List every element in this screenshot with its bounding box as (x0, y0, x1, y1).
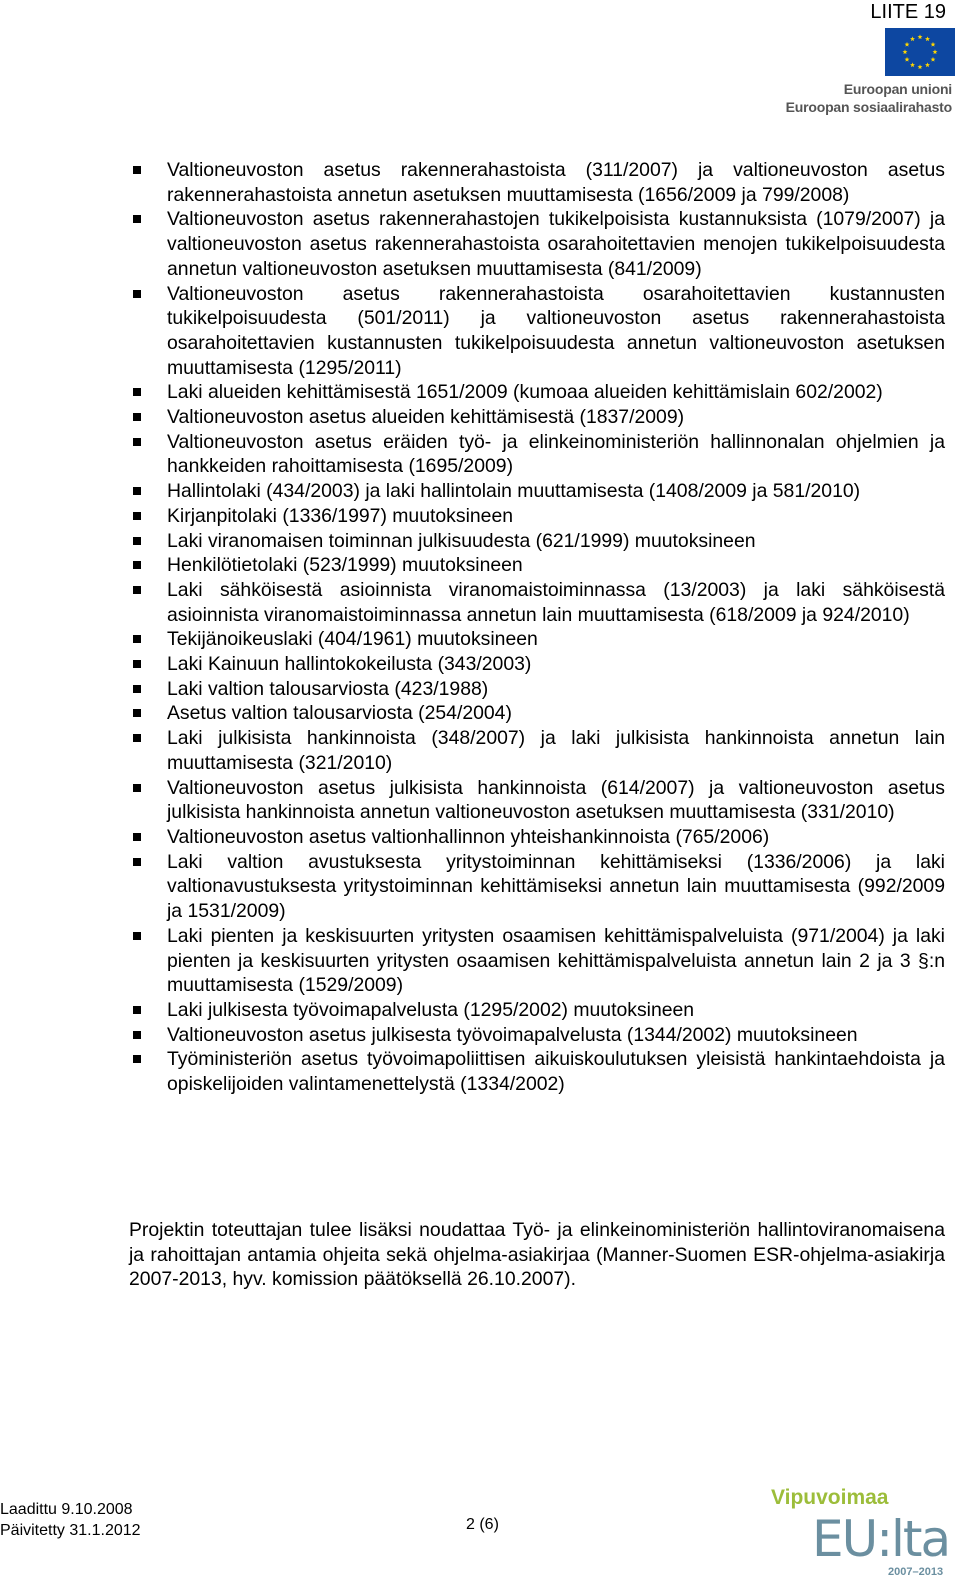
bullet-icon (133, 413, 141, 421)
eu-star (910, 62, 915, 67)
bullet-icon (133, 388, 141, 396)
list-item-text: Asetus valtion talousarviosta (254/2004) (167, 702, 512, 725)
body-paragraph: Projektin toteuttajan tulee lisäksi noudattaa Työ- ja elinkeinoministeriön hallintoviranomaisena ja rahoittajan antamia ohjeita sekä ohjelma-asiakirjaa (Manner-Suomen ESR-ohjelma-asiakirja 2007-2013, hyv. komission päätöksellä 26.10.2007). (129, 1219, 945, 1291)
bullet-icon (133, 1031, 141, 1039)
bullet-icon (133, 537, 141, 545)
bullet-icon (133, 438, 141, 446)
bullet-icon (133, 833, 141, 841)
eu-star (903, 49, 908, 54)
vipu-title: Vipuvoimaa (771, 1486, 889, 1509)
list-item-text: Valtioneuvoston asetus valtionhallinnon yhteishankinnoista (765/2006) (167, 825, 770, 848)
list-item-text: Valtioneuvoston asetus alueiden kehittämisestä (1837/2009) (167, 406, 685, 429)
bullet-icon (133, 660, 141, 668)
list-item-text: Tekijänoikeuslaki (404/1961) muutoksineen (167, 628, 538, 651)
list-item-text: Laki sähköisestä asioinnista viranomaistoiminnassa (13/2003) ja laki sähköisestä asioinnista viranomaistoiminnassa annetun lain muuttamisesta (618/2009 ja 924/2010) (167, 578, 945, 626)
law-list (129, 158, 945, 1097)
list-item (129, 850, 945, 924)
list-item-text: Laki valtion avustuksesta yritystoiminnan kehittämiseksi (1336/2006) ja laki valtionavustuksesta yritystoiminnan kehittämiseksi annetun lain muuttamisesta (992/2009 ja 1531/2009) (167, 850, 945, 923)
list-item (129, 998, 945, 1023)
list-item-text: Kirjanpitolaki (1336/1997) muutoksineen (167, 504, 514, 527)
eu-star (933, 49, 938, 54)
list-item (129, 479, 945, 504)
eu-star (905, 42, 910, 47)
eu-stars (885, 28, 955, 76)
eu-logo (785, 28, 954, 118)
list-item-text: Laki pienten ja keskisuurten yritysten osaamisen kehittämispalveluista (971/2004) ja laki pienten ja keskisuurten yritysten osaamisen kehittämispalveluista annetun lain 2 ja 3 §:n muuttamisesta (1529/2009) (167, 924, 945, 997)
eu-star (905, 57, 910, 62)
bullet-icon (133, 166, 141, 174)
bullet-icon (133, 858, 141, 866)
list-item-text: Laki alueiden kehittämisestä 1651/2009 (kumoaa alueiden kehittämislain 602/2002) (167, 381, 883, 404)
eu-star (931, 42, 936, 47)
list-item-text: Valtioneuvoston asetus julkisesta työvoimapalvelusta (1344/2002) muutoksineen (167, 1023, 858, 1046)
bullet-icon (133, 215, 141, 223)
list-item-text: Laki viranomaisen toiminnan julkisuudesta (621/1999) muutoksineen (167, 529, 756, 552)
list-item (129, 529, 945, 554)
bullet-icon (133, 685, 141, 693)
bullet-icon (133, 561, 141, 569)
bullet-icon (133, 709, 141, 717)
list-item-text: Valtioneuvoston asetus rakennerahastojen tukikelpoisista kustannuksista (1079/2007) ja valtioneuvoston asetus rakennerahastoista osarahoitettavien menojen tukikelpoisuudesta annetun valtioneuvoston asetuksen muuttamisesta (841/2009) (167, 208, 945, 280)
list-item-text: Valtioneuvoston asetus rakennerahastoista (311/2007) ja valtioneuvoston asetus rakennerahastoista annetun asetuksen muuttamisesta (1656/2009 ja 799/2008) (167, 159, 945, 206)
list-item (129, 627, 945, 652)
eu-star (925, 62, 930, 67)
vipuvoimaa-logo (764, 1486, 954, 1582)
list-item (129, 282, 945, 381)
list-item-text: Laki Kainuun hallintokokeilusta (343/2003) (167, 653, 532, 676)
bullet-icon (133, 1055, 141, 1063)
list-item-text: Valtioneuvoston asetus julkisista hankinnoista (614/2007) ja valtioneuvoston asetus julkisista hankinnoista annetun valtioneuvoston asetuksen muuttamisesta (331/2010) (167, 776, 945, 824)
eu-flag-icon (885, 28, 955, 76)
list-item-text: Valtioneuvoston asetus eräiden työ- ja elinkeinoministeriön hallinnonalan ohjelmien ja hankkeiden rahoittamisesta (1695/2009) (167, 430, 945, 478)
vipu-eu-text: EU:lta (812, 1510, 950, 1568)
list-item-text: Työministeriön asetus työvoimapoliittisen aikuiskoulutuksen yleisistä hankintaehdoista ja opiskelijoiden valintamenettelystä (1334/2002) (167, 1048, 945, 1096)
list-item (129, 924, 945, 998)
footer-dates (0, 1499, 141, 1541)
bullet-icon (133, 512, 141, 520)
list-item (129, 1023, 945, 1048)
list-item (129, 207, 945, 281)
list-item-text: Hallintolaki (434/2003) ja laki hallintolain muuttamisesta (1408/2009 ja 581/2010) (167, 480, 861, 503)
list-item-text: Laki julkisista hankinnoista (348/2007) ja laki julkisista hankinnoista annetun lain muuttamisesta (321/2010) (167, 727, 945, 774)
appendix-label: LIITE 19 (870, 1, 946, 23)
list-item (129, 578, 945, 627)
vipu-years: 2007–2013 (888, 1566, 944, 1578)
eu-star (918, 64, 923, 69)
list-item-text: Laki valtion talousarviosta (423/1988) (167, 677, 489, 700)
page-number: 2 (6) (466, 1516, 499, 1533)
list-item (129, 776, 945, 825)
bullet-icon (133, 635, 141, 643)
list-item (129, 701, 945, 726)
list-item (129, 430, 945, 479)
list-item-text: Laki julkisesta työvoimapalvelusta (1295/2002) muutoksineen (167, 998, 695, 1021)
list-item (129, 553, 945, 578)
list-item (129, 825, 945, 850)
updated-date: Päivitetty 31.1.2012 (0, 1522, 141, 1539)
eu-star (918, 34, 923, 39)
list-item (129, 1047, 945, 1096)
bullet-icon (133, 586, 141, 594)
eu-star (925, 36, 930, 41)
list-item (129, 504, 945, 529)
eu-logo-line2: Euroopan sosiaalirahasto (785, 99, 952, 115)
bullet-icon (133, 932, 141, 940)
bullet-icon (133, 1006, 141, 1014)
bullet-icon (133, 487, 141, 495)
list-item (129, 726, 945, 775)
eu-star (910, 36, 915, 41)
bullet-icon (133, 734, 141, 742)
list-item-text: Henkilötietolaki (523/1999) muutoksineen (167, 554, 523, 577)
list-item-text: Valtioneuvoston asetus rakennerahastoista osarahoitettavien kustannusten tukikelpoisuudesta (501/2011) ja valtioneuvoston asetus rakennerahastoista osarahoitettavien kustannusten tukikelpoisuudesta annetun valtioneuvoston asetuksen muuttamisesta (1295/2011) (167, 282, 945, 379)
list-item (129, 158, 945, 207)
bullet-icon (133, 784, 141, 792)
list-item (129, 405, 945, 430)
eu-logo-line1: Euroopan unioni (843, 81, 952, 97)
created-date: Laadittu 9.10.2008 (0, 1501, 133, 1518)
list-item (129, 677, 945, 702)
list-item (129, 652, 945, 677)
bullet-icon (133, 290, 141, 298)
eu-star (931, 57, 936, 62)
list-item (129, 380, 945, 405)
